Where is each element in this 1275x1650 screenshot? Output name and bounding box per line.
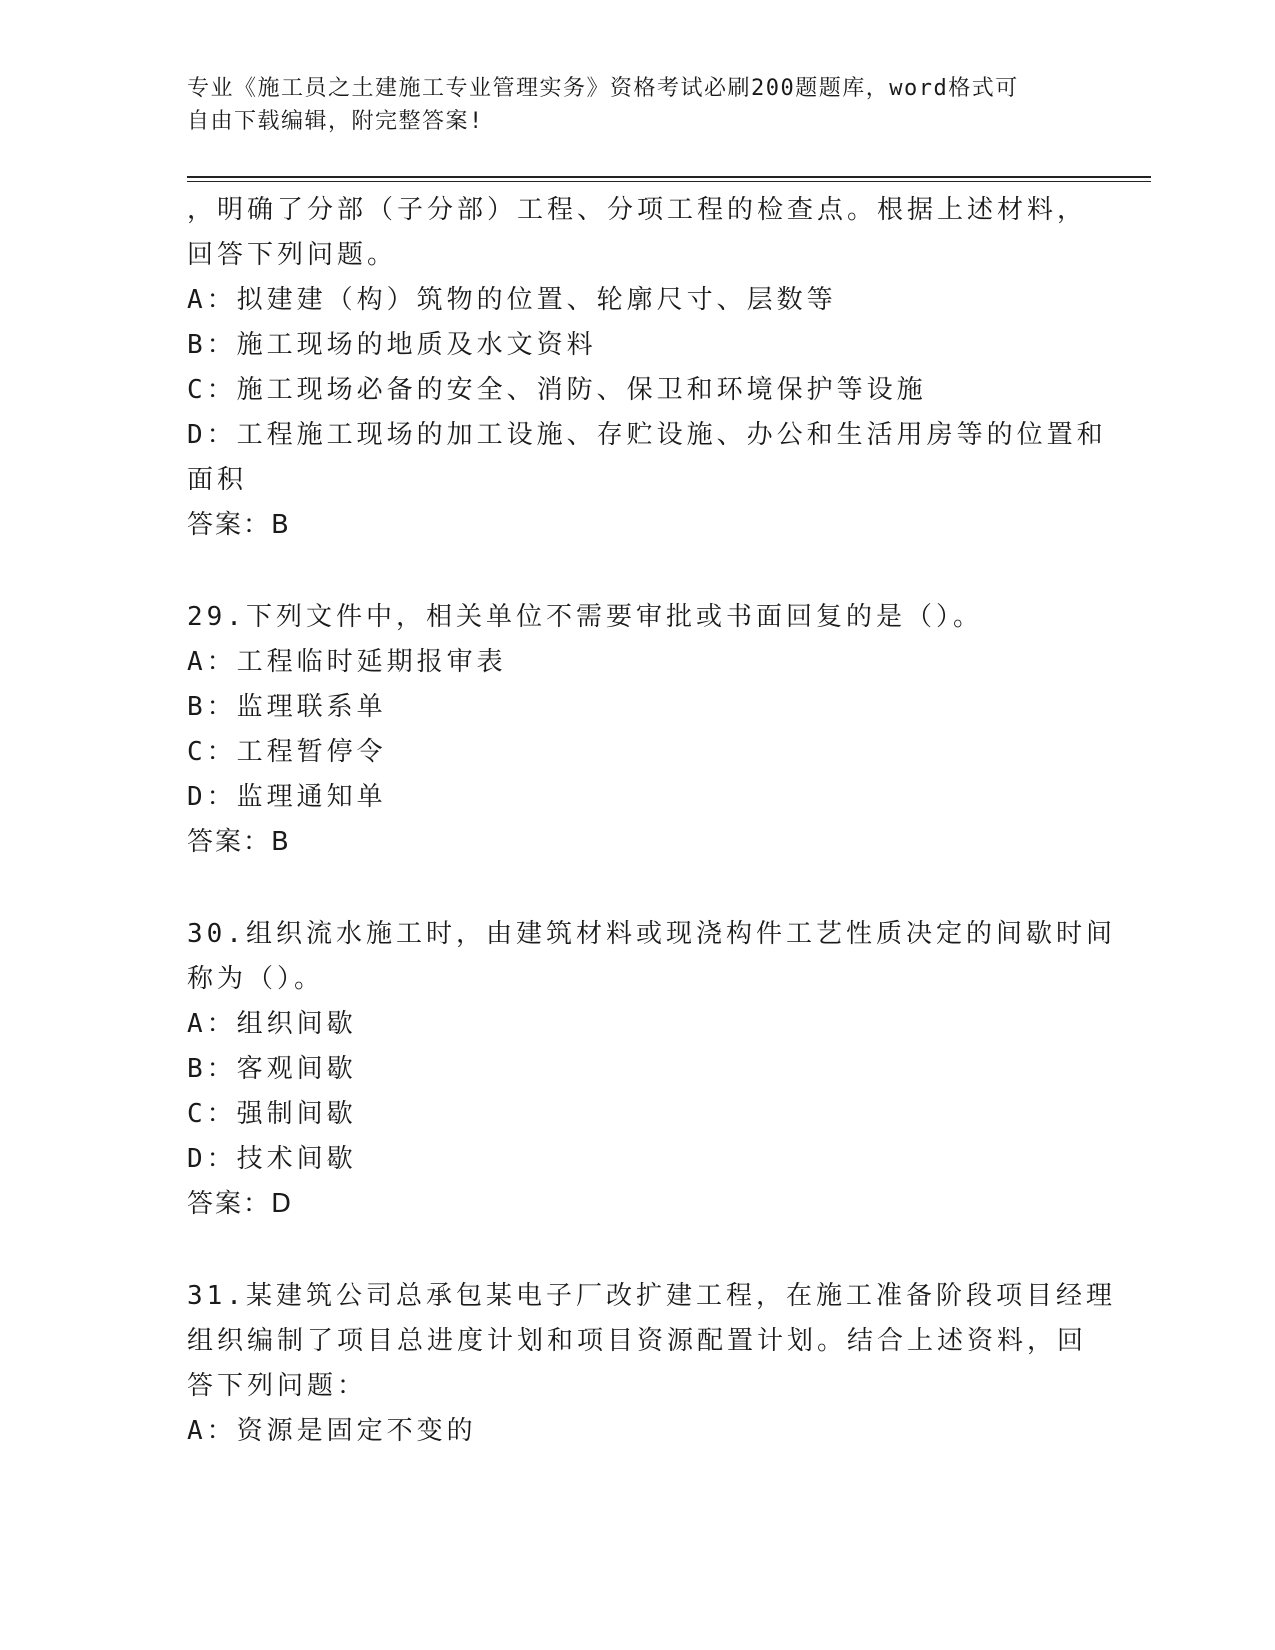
- answer: 答案：D: [187, 1189, 294, 1219]
- question-stem: 29.下列文件中，相关单位不需要审批或书面回复的是（）。: [187, 602, 983, 632]
- question-30: [187, 912, 1116, 1227]
- option-a: A：组织间歇: [187, 1009, 357, 1039]
- page-header: [187, 72, 1067, 138]
- header-divider: [187, 176, 1151, 182]
- question-list: [187, 188, 1116, 1454]
- option-a: A：拟建建（构）筑物的位置、轮廓尺寸、层数等: [187, 285, 837, 315]
- question-spacer: [187, 548, 1067, 595]
- question-stem: 31.某建筑公司总承包某电子厂改扩建工程，在施工准备阶段项目经理: [187, 1281, 1116, 1311]
- option-c: C：施工现场必备的安全、消防、保卫和环境保护等设施: [187, 375, 927, 405]
- question-stem: ，明确了分部（子分部）工程、分项工程的检查点。根据上述材料，: [187, 195, 1088, 225]
- option-d: D：工程施工现场的加工设施、存贮设施、办公和生活用房等的位置和: [187, 420, 1107, 450]
- option-c: C：工程暂停令: [187, 737, 387, 767]
- header-title-line-2: 自由下载编辑，附完整答案!: [187, 109, 484, 134]
- option-b: B：施工现场的地质及水文资料: [187, 330, 597, 360]
- option-d-continued: 面积: [187, 465, 248, 495]
- option-a: A：资源是固定不变的: [187, 1416, 477, 1446]
- question-stem: 称为（）。: [187, 964, 325, 994]
- question-28: [187, 188, 1107, 548]
- answer: 答案：B: [187, 827, 291, 857]
- question-stem: 组织编制了项目总进度计划和项目资源配置计划。结合上述资料，回: [187, 1326, 1088, 1356]
- option-b: B：监理联系单: [187, 692, 387, 722]
- header-title-line-1: 专业《施工员之土建施工专业管理实务》资格考试必刷200题题库，word格式可: [187, 76, 1019, 101]
- question-spacer: [187, 865, 1067, 912]
- answer: 答案：B: [187, 510, 291, 540]
- question-31: [187, 1274, 1116, 1454]
- question-29: [187, 595, 1067, 865]
- option-b: B：客观间歇: [187, 1054, 357, 1084]
- option-d: D：监理通知单: [187, 782, 387, 812]
- question-spacer: [187, 1227, 1067, 1274]
- question-stem: 回答下列问题。: [187, 240, 398, 270]
- question-stem: 答下列问题：: [187, 1371, 368, 1401]
- option-a: A：工程临时延期报审表: [187, 647, 507, 677]
- option-d: D：技术间歇: [187, 1144, 357, 1174]
- option-c: C：强制间歇: [187, 1099, 357, 1129]
- question-stem: 30.组织流水施工时，由建筑材料或现浇构件工艺性质决定的间歇时间: [187, 919, 1116, 949]
